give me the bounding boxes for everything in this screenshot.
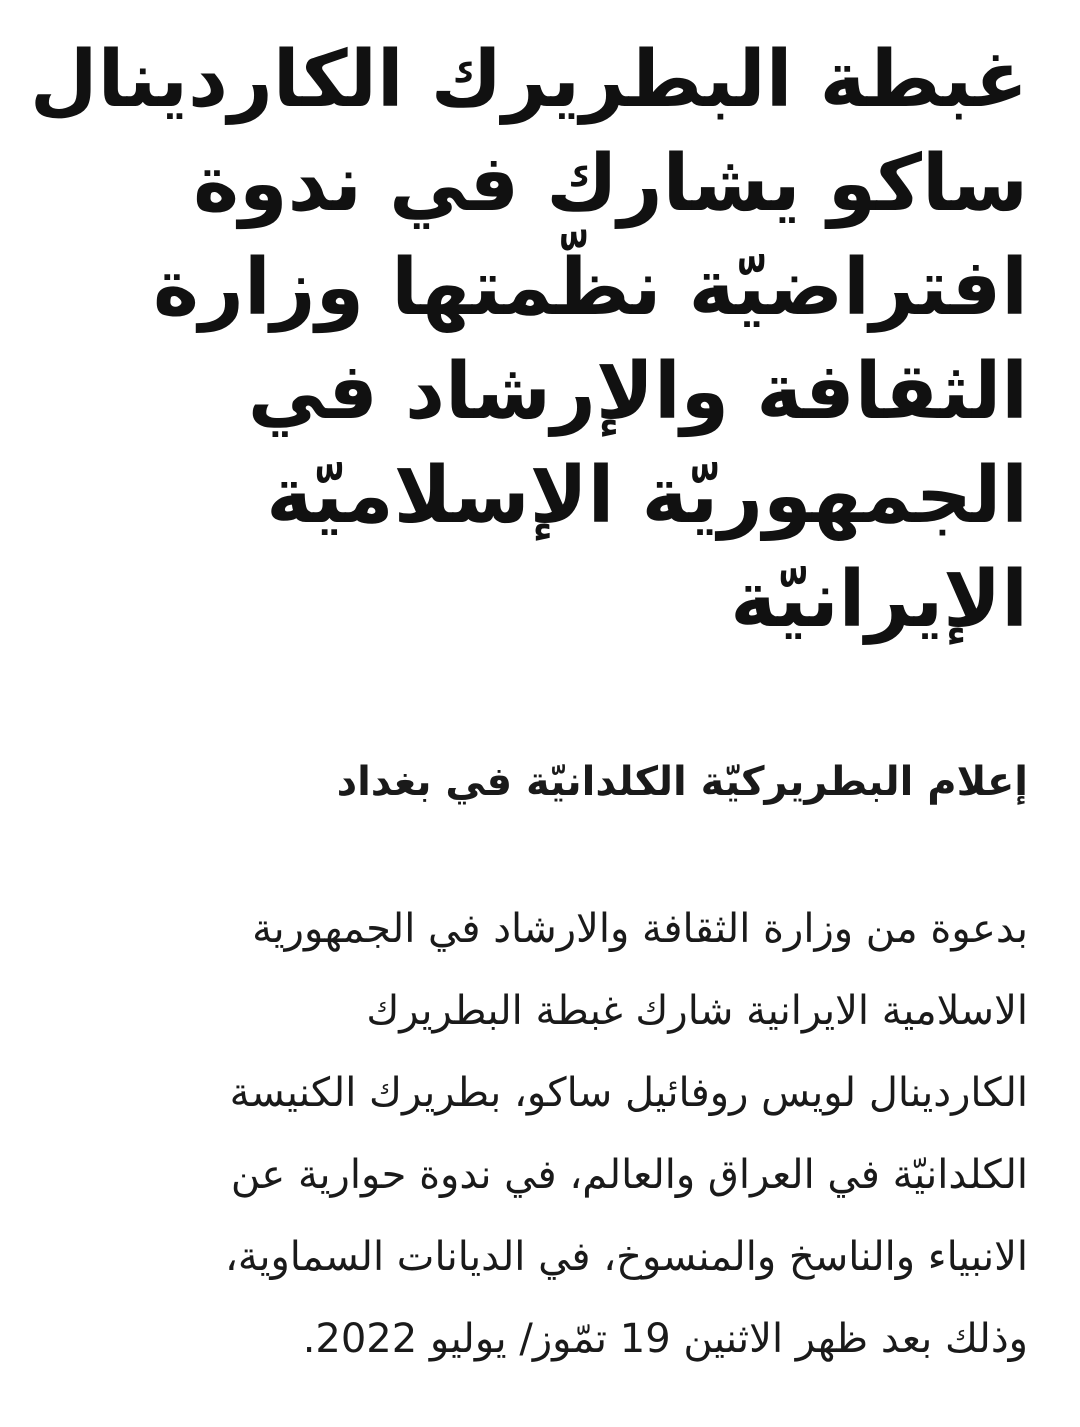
headline-line: غبطة البطريرك الكاردينال (29, 35, 1028, 125)
body-line: بدعوة من وزارة الثقافة والارشاد في الجمهورية (252, 906, 1028, 952)
body-line: الكلدانيّة في العراق والعالم، في ندوة حوارية عن (230, 1152, 1028, 1198)
headline-line: افتراضيّة نظّمتها وزارة (153, 243, 1028, 333)
body-line: وذلك بعد ظهر الاثنين 19 تمّوز/ يوليو 2022. (302, 1316, 1028, 1362)
headline-line: ساكو يشارك في ندوة (193, 139, 1028, 229)
headline-line: الجمهوريّة الإسلاميّة (266, 451, 1028, 541)
body-line: الكاردينال لويس روفائيل ساكو، بطريرك الكنيسة (229, 1070, 1028, 1116)
headline-line: الثقافة والإرشاد في (247, 347, 1028, 437)
body-line: الانبياء والناسخ والمنسوخ، في الديانات السماوية، (224, 1234, 1028, 1280)
headline-line: الإيرانيّة (730, 555, 1028, 645)
article-headline (29, 28, 1028, 652)
body-line: الاسلامية الايرانية شارك غبطة البطريرك (366, 988, 1028, 1034)
article-body (68, 888, 1028, 1380)
article-byline: إعلام البطريركيّة الكلدانيّة في بغداد (336, 759, 1028, 805)
